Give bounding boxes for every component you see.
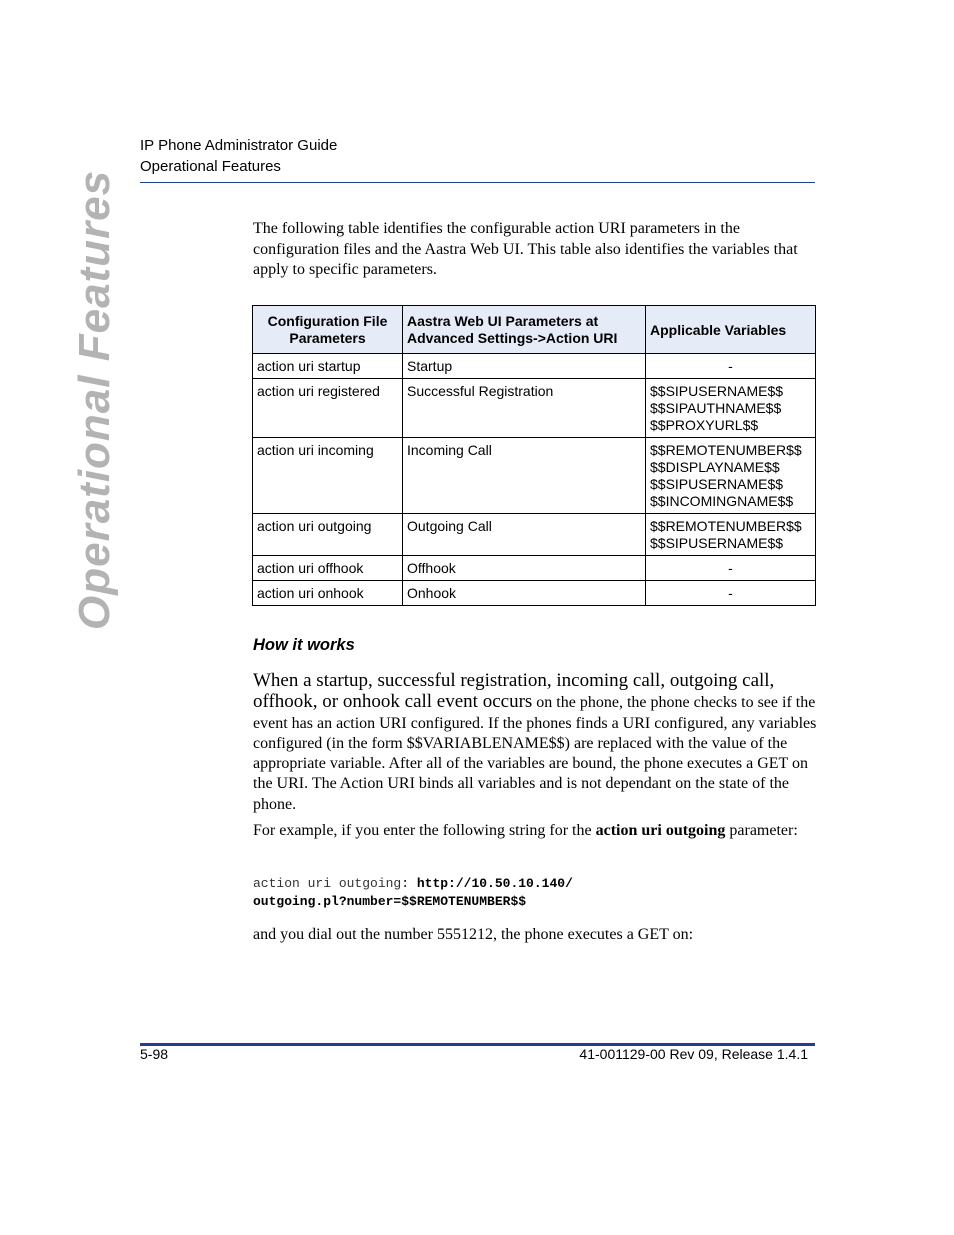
cell-vars [646,379,816,438]
cell-param: action uri onhook [253,581,403,606]
code-value-1: http://10.50.10.140/ [416,876,573,891]
cell-param: action uri registered [253,379,403,438]
variable: $$SIPUSERNAME$$ [650,476,784,492]
variable: $$SIPUSERNAME$$ [650,383,784,399]
table-row [253,556,816,581]
table-row [253,354,816,379]
code-example [253,875,573,911]
col-header-vars: Applicable Variables [646,306,816,354]
header-chapter-title: Operational Features [140,158,281,175]
page-number: 5-98 [140,1046,169,1062]
cell-webui: Onhook [403,581,646,606]
cell-param: action uri startup [253,354,403,379]
example-text: For example, if you enter the following string for the [253,822,596,839]
cell-vars [646,438,816,514]
cell-param: action uri outgoing [253,514,403,556]
table-row [253,379,816,438]
cell-webui: Offhook [403,556,646,581]
table-header-row [253,306,816,354]
variable: $$PROXYURL$$ [650,417,759,433]
col-header-config: Configuration File Parameters [253,306,403,354]
code-sep: : [401,876,417,891]
example-text-end: parameter: [725,822,798,839]
table-row [253,581,816,606]
cell-webui: Incoming Call [403,438,646,514]
cell-vars [646,514,816,556]
table-row [253,514,816,556]
cell-webui: Outgoing Call [403,514,646,556]
table-row [253,438,816,514]
code-key: action uri outgoing [253,876,402,891]
running-header [140,135,337,177]
col-header-webui: Aastra Web UI Parameters at Advanced Settings->Action URI [403,306,646,354]
header-guide-title: IP Phone Administrator Guide [140,137,338,154]
param-name-bold: action uri outgoing [595,822,726,839]
variable: $$REMOTENUMBER$$ [650,442,802,458]
variable: $$SIPUSERNAME$$ [650,535,784,551]
code-line-1 [253,875,573,893]
variable: $$DISPLAYNAME$$ [650,459,780,475]
variable: $$REMOTENUMBER$$ [650,518,802,534]
cell-webui: Successful Registration [403,379,646,438]
section-heading: How it works [253,636,355,654]
cell-vars: - [646,581,816,606]
closing-paragraph: and you dial out the number 5551212, the phone executes a GET on: [253,926,694,943]
paragraph-body: on the phone, the phone checks to see if the event has an action URI configured. If the phones finds a URI configured, any variables configured (in the form $$VARIABLENAME$$) are replaced with the value of the appropriate variable. After all of the variables are bound, the phone executes a GET on the URI. The Action URI binds all variables and is not dependant on the state of the phone. [253,694,817,813]
code-line-2 [253,893,573,911]
document-id: 41-001129-00 Rev 09, Release 1.4.1 [579,1046,808,1062]
paragraph-lead: When a startup, successful registration, incoming call, outgoing call, offhook, or onhook call event occurs [253,670,775,713]
side-chapter-title: Operational Features [70,169,119,630]
variable: $$SIPAUTHNAME$$ [650,400,782,416]
cell-vars: - [646,556,816,581]
cell-param: action uri offhook [253,556,403,581]
cell-webui: Startup [403,354,646,379]
action-uri-table [252,305,816,606]
example-paragraph [253,821,818,842]
variable: $$INCOMINGNAME$$ [650,493,794,509]
intro-paragraph: The following table identifies the configurable action URI parameters in the configuration files and the Aastra Web UI. This table also identifies the variables that apply to specific parameters. [253,220,798,278]
cell-vars: - [646,354,816,379]
header-rule [140,182,815,183]
cell-param: action uri incoming [253,438,403,514]
code-value-2: outgoing.pl?number=$$REMOTENUMBER$$ [253,894,527,909]
how-it-works-paragraph [253,671,818,815]
